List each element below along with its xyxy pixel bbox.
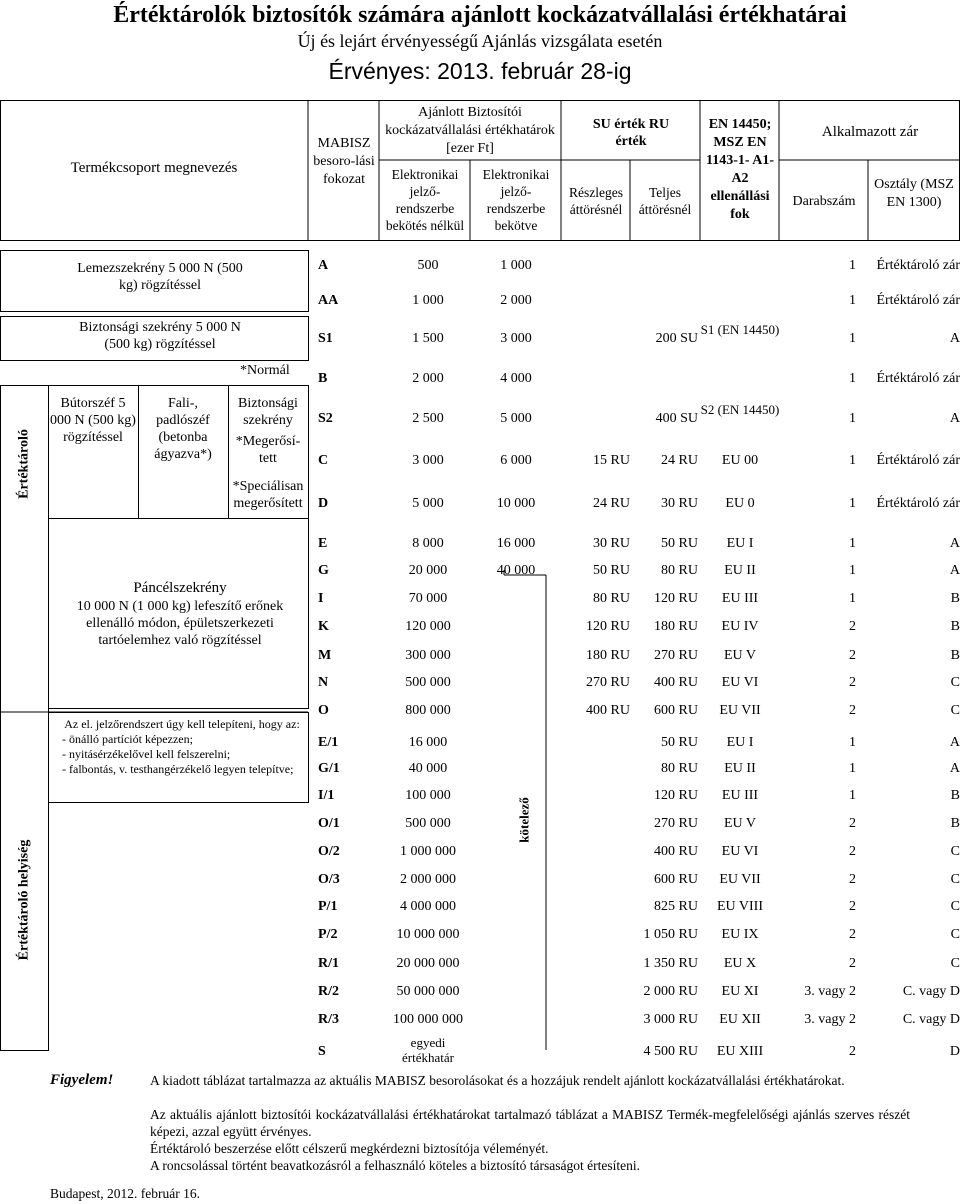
cell-f: 825 RU — [654, 899, 698, 914]
cell-v1: 100 000 000 — [393, 1012, 463, 1027]
cell-v1: 8 000 — [412, 536, 444, 551]
cell-z: C — [950, 844, 960, 859]
cell-z: Értéktároló zár — [876, 371, 960, 386]
cell-p: 24 RU — [593, 496, 630, 511]
cell-n: 1 — [849, 411, 856, 426]
cell-n: 1 — [849, 761, 856, 776]
cell-en: EU II — [724, 761, 756, 776]
cell-z: Értéktároló zár — [876, 293, 960, 308]
cell-z: Értéktároló zár — [876, 496, 960, 511]
cell-n: 2 — [849, 899, 856, 914]
header-partial: Részleges áttörésnél — [569, 185, 623, 217]
header-full: Teljes áttörésnél — [638, 185, 692, 217]
cell-z: B — [950, 619, 960, 634]
cell-n: 1 — [849, 453, 856, 468]
cell-v1: 16 000 — [408, 735, 448, 750]
cell-f: 270 RU — [654, 816, 698, 831]
cell-f: 3 000 RU — [643, 1012, 698, 1027]
cell-en: EU 00 — [721, 453, 759, 468]
header-class: Osztály (MSZ EN 1300) — [874, 177, 954, 210]
cell-en: EU VI — [721, 844, 759, 859]
cell-cls: R/1 — [318, 956, 339, 971]
cell-v2: 10 000 — [496, 496, 536, 511]
cell-en: EU XIII — [716, 1044, 764, 1059]
cell-f: 30 RU — [661, 496, 698, 511]
cell-v1: 50 000 000 — [396, 984, 460, 999]
cell-n: 2 — [849, 872, 856, 887]
cell-v1: 800 000 — [405, 703, 451, 718]
cell-en: EU VII — [719, 872, 761, 887]
cell-cls: G — [318, 563, 329, 578]
cell-en: EU VIII — [716, 899, 763, 914]
cell-cls: I — [318, 591, 324, 606]
cell-en: EU IV — [721, 619, 759, 634]
cell-z: C — [950, 927, 960, 942]
cell-n: 1 — [849, 788, 856, 803]
cell-z: C — [950, 703, 960, 718]
cell-cls: E — [318, 536, 328, 551]
footer-date: Budapest, 2012. február 16. — [50, 1186, 200, 1201]
cell-cls: K — [318, 619, 329, 634]
cell-n: 2 — [849, 619, 856, 634]
footer-p2: Az aktuális ajánlott biztosítói kockázatvállalási értékhatárokat tartalmazó táblázat a MABISZ Termék-megfelelőségi ajánlás szerves részét képezi, azzal együtt érvényes. — [150, 1107, 910, 1139]
cell-n: 1 — [849, 371, 856, 386]
cell-cls: O/3 — [318, 872, 340, 887]
group-bizt2: Biztonsági szekrény — [238, 396, 298, 428]
cell-z: Értéktároló zár — [876, 258, 960, 273]
cell-f: 50 RU — [661, 735, 698, 750]
cell-v1: 5 000 — [412, 496, 444, 511]
footer-p4: A roncsolással történt beavatkozásról a felhasználó köteles a biztosító társaságot értesíteni. — [150, 1158, 640, 1173]
cell-cls: E/1 — [318, 735, 339, 750]
header-su-ru: SU érték RU érték — [592, 117, 670, 149]
cell-v2: 5 000 — [500, 411, 532, 426]
cell-n: 1 — [849, 496, 856, 511]
cell-cls: M — [318, 648, 332, 663]
cell-v1: 70 000 — [408, 591, 448, 606]
cell-en: EU IX — [721, 927, 759, 942]
cell-z: B — [950, 816, 960, 831]
cell-v2: 16 000 — [496, 536, 536, 551]
cell-v1: 10 000 000 — [396, 927, 460, 942]
cell-v1: 2 500 — [412, 411, 444, 426]
cell-f: 180 RU — [654, 619, 698, 634]
cell-v1: 3 000 — [412, 453, 444, 468]
header-mabisz: MABISZ besoro-lási fokozat — [313, 136, 375, 187]
cell-f: 120 RU — [654, 788, 698, 803]
cell-z: C — [950, 956, 960, 971]
cell-z: C. vagy D — [902, 1012, 960, 1027]
cell-z: C — [950, 675, 960, 690]
group-bizt: Biztonsági szekrény 5 000 N (500 kg) rögzítéssel — [79, 320, 241, 352]
cell-p: 80 RU — [593, 591, 630, 606]
cell-n: 1 — [849, 536, 856, 551]
cell-n: 1 — [849, 735, 856, 750]
cell-v1: 300 000 — [405, 648, 451, 663]
cell-n: 2 — [849, 675, 856, 690]
cell-f: 1 350 RU — [643, 956, 698, 971]
group-specialis: *Speciálisan megerősített — [232, 479, 304, 511]
cell-cls: O/1 — [318, 816, 340, 831]
cell-v1: 500 000 — [405, 816, 451, 831]
cell-cls: P/1 — [318, 899, 338, 914]
cell-cls: AA — [318, 293, 339, 308]
cell-cls: S2 — [318, 411, 333, 426]
cell-en: EU XII — [719, 1012, 761, 1027]
cell-f: 600 RU — [654, 872, 698, 887]
cell-en: S1 (EN 14450) — [700, 322, 780, 337]
cell-en: EU V — [723, 648, 757, 663]
validity: Érvényes: 2013. február 28-ig — [328, 58, 632, 84]
cell-cls: B — [318, 371, 328, 386]
cell-v2: 6 000 — [500, 453, 532, 468]
cell-v2: 40 000 — [496, 563, 536, 578]
cell-z: A — [949, 563, 960, 578]
header-recommended: Ajánlott Biztosítói kockázatvállalási értékhatárok [ezer Ft] — [385, 105, 555, 156]
cell-n: 1 — [849, 331, 856, 346]
cell-cls: O — [318, 703, 329, 718]
footer-p3: Értéktároló beszerzése előtt célszerű megkérdezni biztosítója véleményét. — [150, 1141, 549, 1156]
cell-en: EU X — [723, 956, 757, 971]
cell-cls: S — [318, 1044, 326, 1059]
cell-v2: 4 000 — [500, 371, 532, 386]
alarm-note: Az el. jelzőrendszert úgy kell telepíteni, hogy az: - önálló partíciót képezzen; - nyitásérzékelővel kell felszerelni; - falbontás, v. testhangérzékelő legyen telepítve; — [62, 717, 300, 776]
cell-v1: 2 000 000 — [400, 872, 456, 887]
cell-n: 2 — [849, 1044, 856, 1059]
cell-n: 3. vagy 2 — [804, 984, 856, 999]
cell-en: EU VI — [721, 675, 759, 690]
cell-f: 80 RU — [661, 761, 698, 776]
cell-z: Értéktároló zár — [876, 453, 960, 468]
cell-en: EU I — [726, 735, 754, 750]
header-en: EN 14450; MSZ EN 1143-1- A1-A2 ellenállási fok — [705, 117, 775, 222]
cell-f: 1 050 RU — [643, 927, 698, 942]
cell-v1: 1 000 — [412, 293, 444, 308]
cell-n: 1 — [849, 591, 856, 606]
cell-en: EU III — [721, 788, 759, 803]
header-product: Termékcsoport megnevezés — [70, 160, 238, 176]
cell-en: EU VII — [719, 703, 761, 718]
cell-en: EU V — [723, 816, 757, 831]
cell-v1: 100 000 — [405, 788, 451, 803]
group-normal: *Normál — [240, 363, 290, 378]
cell-v1: 2 000 — [412, 371, 444, 386]
cell-v1: 1 000 000 — [400, 844, 456, 859]
cell-v1: 1 500 — [412, 331, 444, 346]
cell-z: A — [949, 735, 960, 750]
group-fali: Fali-, padlószéf (betonba ágyazva*) — [154, 396, 212, 462]
cell-z: C — [950, 899, 960, 914]
cell-cls: D — [318, 496, 329, 511]
header-with-alarm: Elektronikai jelző-rendszerbe bekötve — [482, 167, 550, 233]
cell-f: 400 RU — [654, 675, 698, 690]
cell-z: C. vagy D — [902, 984, 960, 999]
cell-f: 400 RU — [654, 844, 698, 859]
cell-z: A — [949, 761, 960, 776]
cell-f: 400 SU — [655, 411, 698, 426]
group-pancel-title: Páncélszekrény — [133, 580, 227, 596]
cell-n: 3. vagy 2 — [804, 1012, 856, 1027]
cell-v1: 20 000 000 — [396, 956, 460, 971]
cell-cls: I/1 — [318, 788, 335, 803]
cell-z: B — [950, 788, 960, 803]
cell-f: 600 RU — [654, 703, 698, 718]
cell-n: 2 — [849, 648, 856, 663]
cell-f: 4 500 RU — [643, 1044, 698, 1059]
cell-cls: R/2 — [318, 984, 339, 999]
cell-p: 270 RU — [586, 675, 630, 690]
cell-p: 50 RU — [593, 563, 630, 578]
header-count: Darabszám — [792, 194, 856, 209]
group-pancel-desc: 10 000 N (1 000 kg) lefeszítő erőnek ellenálló módon, épületszerkezeti tartóelemhez való rögzítéssel — [76, 599, 284, 648]
cell-cls: A — [318, 258, 329, 273]
cell-z: A — [949, 331, 960, 346]
cell-cls: R/3 — [318, 1012, 339, 1027]
header-lock: Alkalmazott zár — [821, 124, 919, 140]
cell-f: 80 RU — [661, 563, 698, 578]
cell-cls: G/1 — [318, 761, 340, 776]
cell-z: B — [950, 591, 960, 606]
cell-f: 50 RU — [661, 536, 698, 551]
cell-f: 270 RU — [654, 648, 698, 663]
cell-f: 2 000 RU — [643, 984, 698, 999]
footer-p1: A kiadott táblázat tartalmazza az aktuális MABISZ besorolásokat és a hozzájuk rendelt ajánlott kockázatvállalási értékhatárokat. — [150, 1073, 845, 1088]
cell-n: 1 — [849, 563, 856, 578]
cell-p: 120 RU — [586, 619, 630, 634]
cell-en: EU I — [726, 536, 754, 551]
header-without-alarm: Elektronikai jelző-rendszerbe bekötés nélkül — [385, 167, 465, 233]
cell-z: A — [949, 536, 960, 551]
warning-label: Figyelem! — [50, 1072, 114, 1088]
cell-z: A — [949, 411, 960, 426]
cell-n: 2 — [849, 703, 856, 718]
cell-n: 1 — [849, 258, 856, 273]
cell-en: S2 (EN 14450) — [700, 402, 780, 417]
cell-z: B — [950, 648, 960, 663]
page-subtitle: Új és lejárt érvényességű Ajánlás vizsgálata esetén — [297, 31, 663, 51]
cell-n: 2 — [849, 956, 856, 971]
group-lemez: Lemezszekrény 5 000 N (500 kg) rögzítéssel — [77, 261, 243, 293]
cell-p: 180 RU — [586, 648, 630, 663]
group-butor: Bútorszéf 5 000 N (500 kg) rögzítéssel — [50, 396, 136, 445]
cell-z: C — [950, 872, 960, 887]
cell-z: D — [949, 1044, 960, 1059]
cell-n: 1 — [849, 293, 856, 308]
cell-en: EU II — [724, 563, 756, 578]
cell-en: EU III — [721, 591, 759, 606]
cell-v1: 500 — [417, 258, 439, 273]
cell-cls: S1 — [318, 331, 333, 346]
cell-v1: 20 000 — [408, 563, 448, 578]
cell-cls: C — [318, 453, 329, 468]
group-megerositett: *Megerősí-tett — [235, 434, 301, 466]
cell-cls: P/2 — [318, 927, 338, 942]
cell-v1: 500 000 — [405, 675, 451, 690]
cell-f: 200 SU — [655, 331, 698, 346]
cell-n: 2 — [849, 844, 856, 859]
cell-v1: 4 000 000 — [400, 899, 456, 914]
cell-p: 15 RU — [593, 453, 630, 468]
cell-v2: 1 000 — [500, 258, 532, 273]
cell-n: 2 — [849, 927, 856, 942]
page-title: Értéktárolók biztosítók számára ajánlott kockázatvállalási értékhatárai — [113, 2, 847, 28]
cell-cls: N — [318, 675, 329, 690]
cell-f: 24 RU — [661, 453, 698, 468]
cell-v2: 2 000 — [500, 293, 532, 308]
cell-p: 30 RU — [593, 536, 630, 551]
cell-n: 2 — [849, 816, 856, 831]
cell-en: EU 0 — [725, 496, 755, 511]
cell-v1: 120 000 — [405, 619, 451, 634]
cell-v2: 3 000 — [500, 331, 532, 346]
cell-en: EU XI — [721, 984, 759, 999]
cell-v1: 40 000 — [408, 761, 448, 776]
cell-f: 120 RU — [654, 591, 698, 606]
cell-p: 400 RU — [586, 703, 630, 718]
cell-cls: O/2 — [318, 844, 340, 859]
cell-v1: egyedi értékhatár — [402, 1035, 454, 1065]
